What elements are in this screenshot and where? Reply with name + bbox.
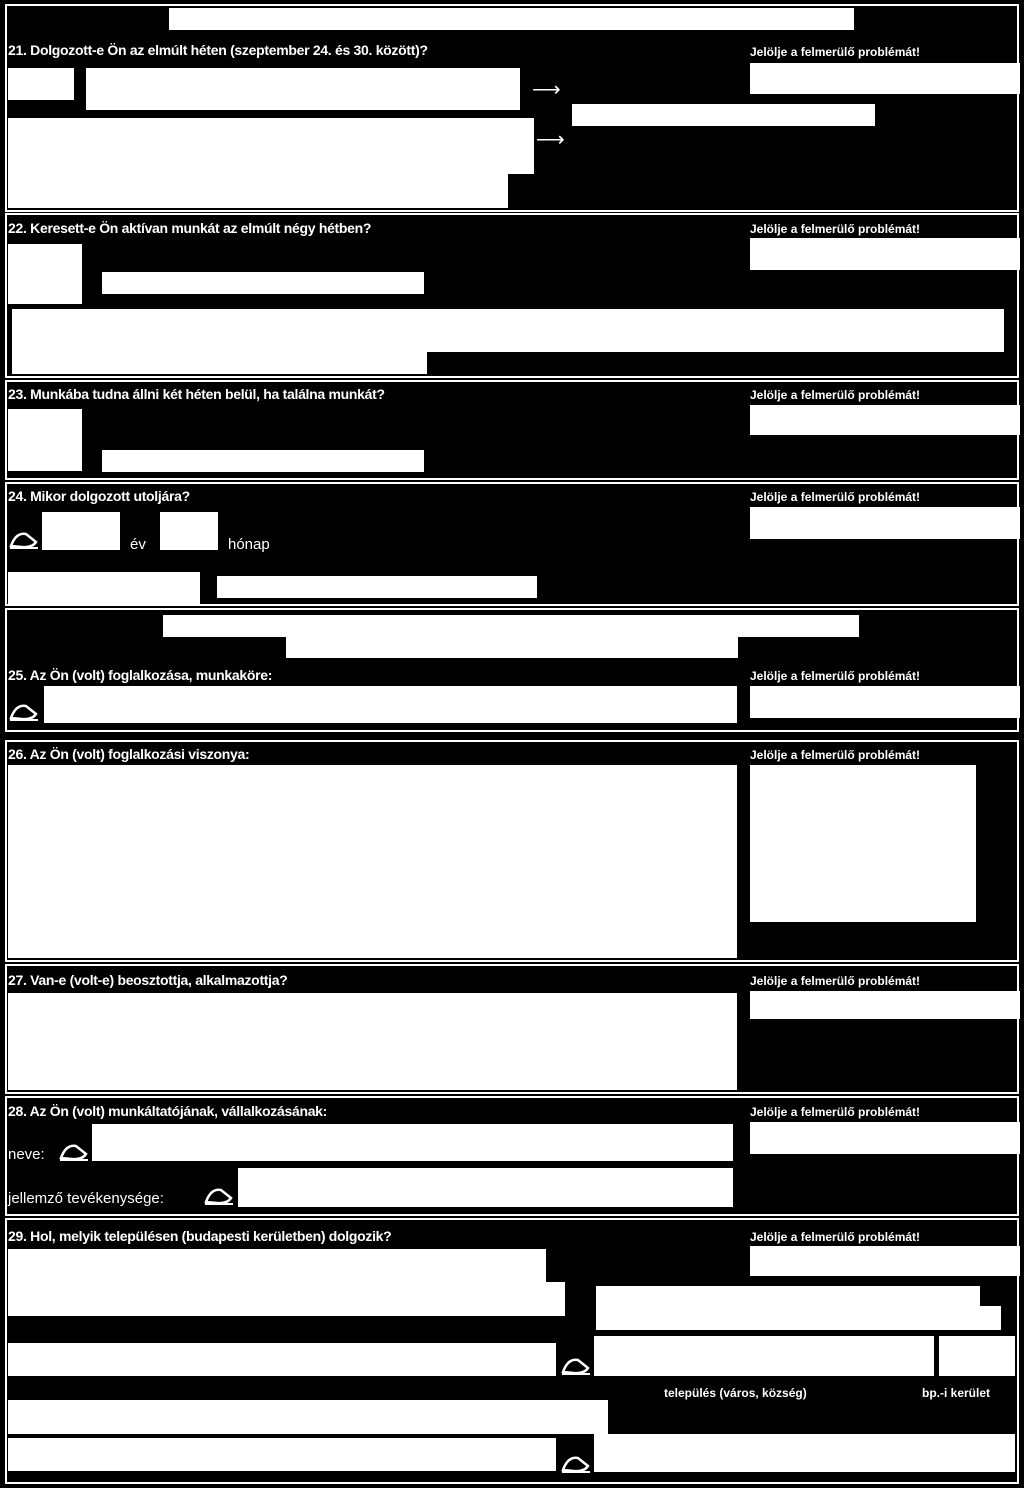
q23-answer-code-box[interactable] bbox=[8, 409, 82, 471]
q29-district-label: bp.-i kerület bbox=[922, 1386, 991, 1400]
q26-hint: Jelölje a felmerülő problémát! bbox=[750, 748, 921, 762]
pen-hand-icon bbox=[8, 528, 40, 550]
q29-followup-box[interactable] bbox=[596, 1286, 980, 1308]
q29-option-1[interactable] bbox=[8, 1249, 546, 1283]
q29-hint: Jelölje a felmerülő problémát! bbox=[750, 1230, 921, 1244]
q25-hint: Jelölje a felmerülő problémát! bbox=[750, 669, 921, 683]
arrow-right-icon: ⟶ bbox=[532, 79, 561, 101]
q21-answer-code-box[interactable] bbox=[8, 68, 74, 100]
pen-hand-icon bbox=[58, 1140, 90, 1162]
q26-problem-box[interactable] bbox=[750, 765, 976, 922]
q28-name-input[interactable] bbox=[92, 1124, 733, 1161]
q29-settlement-label: település (város, község) bbox=[664, 1386, 807, 1400]
q28-problem-box[interactable] bbox=[750, 1122, 1020, 1154]
q22-option-block-ext bbox=[12, 350, 427, 374]
q29-option-2[interactable] bbox=[8, 1282, 565, 1316]
q25-occupation-input[interactable] bbox=[44, 686, 737, 723]
q24-hint: Jelölje a felmerülő problémát! bbox=[750, 490, 921, 504]
q28-activity-label: jellemző tevékenysége: bbox=[8, 1190, 164, 1207]
q21-option-no[interactable] bbox=[8, 118, 534, 174]
q22-option-line[interactable] bbox=[102, 272, 424, 294]
pen-hand-icon bbox=[560, 1452, 592, 1474]
q26-title: 26. Az Ön (volt) foglalkozási viszonya: bbox=[8, 746, 250, 762]
section-banner-line-2 bbox=[286, 636, 738, 658]
q29-option-4[interactable] bbox=[8, 1400, 608, 1434]
q21-hint: Jelölje a felmerülő problémát! bbox=[750, 45, 921, 59]
q28-name-label: neve: bbox=[8, 1146, 45, 1163]
q27-hint: Jelölje a felmerülő problémát! bbox=[750, 974, 921, 988]
q29-option-5[interactable] bbox=[8, 1438, 556, 1471]
q21-option-no-ext bbox=[8, 170, 508, 208]
q23-title: 23. Munkába tudna állni két héten belül, ha találna munkát? bbox=[8, 386, 385, 402]
q27-options-block[interactable] bbox=[8, 993, 737, 1090]
q22-option-block[interactable] bbox=[12, 309, 1004, 352]
q24-option-a[interactable] bbox=[8, 572, 200, 604]
q22-problem-box[interactable] bbox=[750, 238, 1020, 270]
q25-problem-box[interactable] bbox=[750, 686, 1020, 718]
q23-hint: Jelölje a felmerülő problémát! bbox=[750, 388, 921, 402]
q24-problem-box[interactable] bbox=[750, 507, 1020, 539]
q22-title: 22. Keresett-e Ön aktívan munkát az elmúlt négy hétben? bbox=[8, 220, 372, 236]
q23-problem-box[interactable] bbox=[750, 405, 1020, 435]
q29-district-input[interactable] bbox=[939, 1336, 1015, 1376]
q29-problem-box[interactable] bbox=[750, 1246, 1020, 1276]
q22-hint: Jelölje a felmerülő problémát! bbox=[750, 222, 921, 236]
q29-option-3[interactable] bbox=[8, 1343, 556, 1376]
q21-option-yes[interactable] bbox=[86, 68, 520, 110]
arrow-right-icon: ⟶ bbox=[536, 129, 565, 151]
q27-title: 27. Van-e (volt-e) beosztottja, alkalmazottja? bbox=[8, 972, 288, 988]
q21-followup-box[interactable] bbox=[572, 104, 875, 126]
q24-year-input[interactable] bbox=[42, 512, 120, 550]
q29-foreign-input[interactable] bbox=[594, 1434, 1015, 1472]
q24-year-label: év bbox=[130, 536, 146, 553]
q24-title: 24. Mikor dolgozott utoljára? bbox=[8, 488, 190, 504]
q27-problem-box[interactable] bbox=[750, 991, 1020, 1019]
q28-title: 28. Az Ön (volt) munkáltatójának, vállalkozásának: bbox=[8, 1103, 328, 1119]
q28-activity-input[interactable] bbox=[238, 1168, 733, 1207]
q21-problem-box[interactable] bbox=[750, 63, 1020, 94]
q23-option-line[interactable] bbox=[102, 450, 424, 472]
q21-title: 21. Dolgozott-e Ön az elmúlt héten (szeptember 24. és 30. között)? bbox=[8, 42, 428, 58]
q29-title: 29. Hol, melyik településen (budapesti kerületben) dolgozik? bbox=[8, 1228, 392, 1244]
q26-options-block[interactable] bbox=[8, 765, 737, 958]
q28-hint: Jelölje a felmerülő problémát! bbox=[750, 1105, 921, 1119]
q24-month-input[interactable] bbox=[160, 512, 218, 550]
pen-hand-icon bbox=[560, 1354, 592, 1376]
q25-title: 25. Az Ön (volt) foglalkozása, munkaköre: bbox=[8, 667, 273, 683]
q24-option-b[interactable] bbox=[217, 576, 537, 598]
q29-settlement-input[interactable] bbox=[594, 1336, 934, 1376]
pen-hand-icon bbox=[203, 1184, 235, 1206]
q24-month-label: hónap bbox=[228, 536, 270, 553]
pen-hand-icon bbox=[8, 700, 40, 722]
section-banner-line-1 bbox=[163, 615, 859, 637]
q22-answer-code-box[interactable] bbox=[8, 244, 82, 304]
q29-followup-box-ext bbox=[596, 1306, 1001, 1330]
